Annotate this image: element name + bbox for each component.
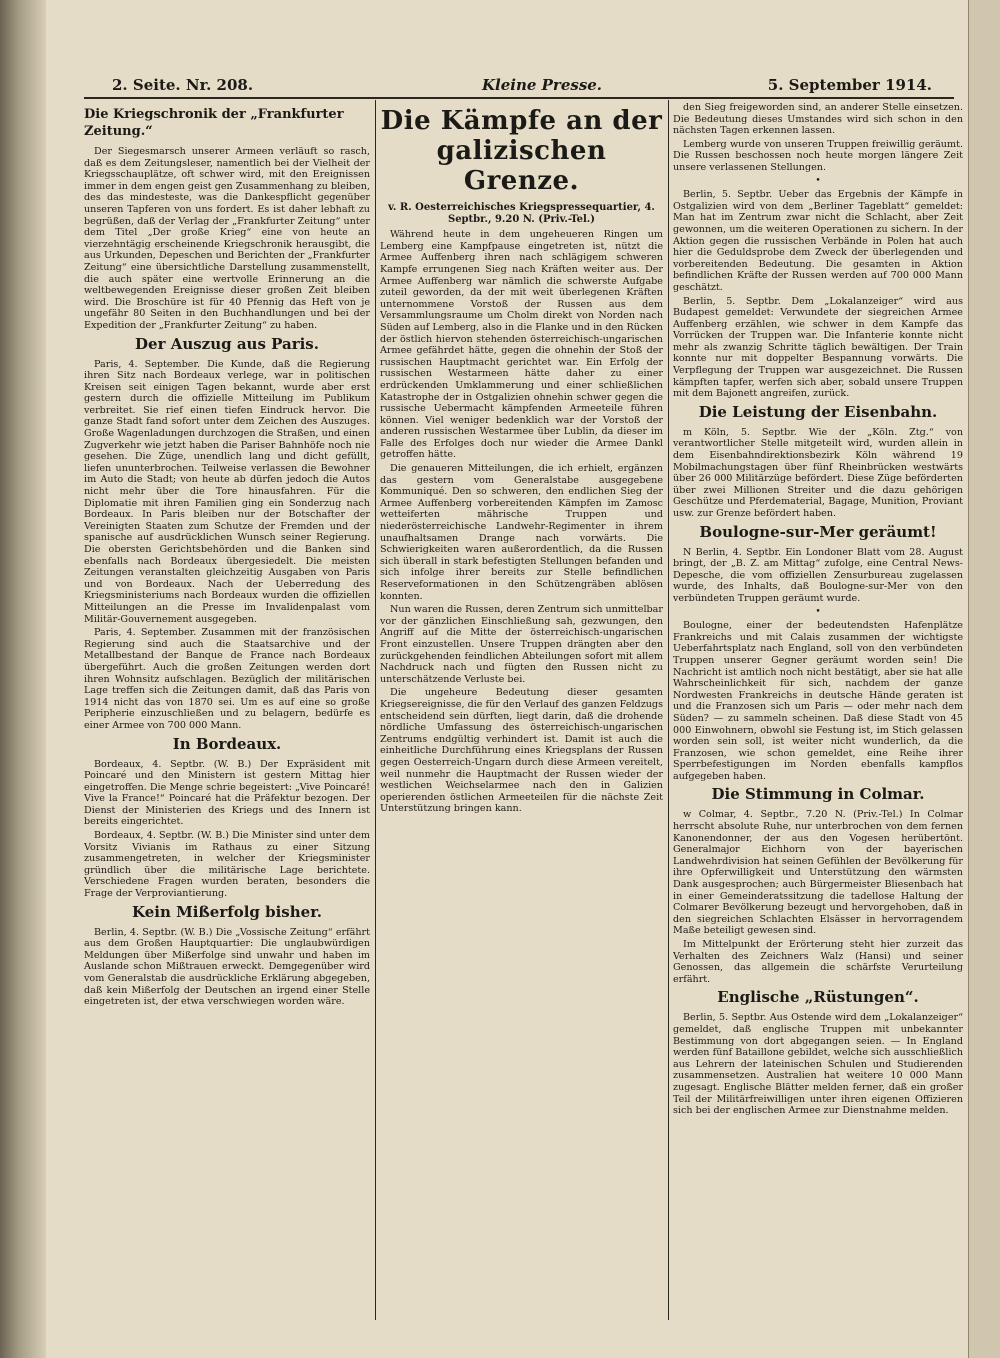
article-bordeaux-2: Bordeaux, 4. Septbr. (W. B.) Die Minister sind unter dem Vorsitz Vivianis im Rathaus zu einer Sitzung zusammengetreten, in welcher der Kriegsminister gründlich über die militärische Lage berichtete. Verschiedene Fragen wurden beraten, besonders die Frage der Verproviantierung.: [84, 830, 370, 900]
page-number: 2. Seite. Nr. 208.: [112, 76, 254, 94]
article-galizien-3: Nun waren die Russen, deren Zentrum sich unmittelbar vor der gänzlichen Einschließung sah, gezwungen, den Angriff auf die Mitte der österreichisch-ungarischen Front einzustellen. Unsere Truppen drängten aber den zurückgehenden feindlichen Abteilungen sofort mit allem Nachdruck nach und fügten den Russen nicht zu unterschätzende Verluste bei.: [380, 604, 663, 685]
column-divider-1: [375, 100, 376, 1320]
headline-eisenbahn: Die Leistung der Eisenbahn.: [698, 402, 938, 421]
article-kein-misserfolg: Berlin, 4. Septbr. (W. B.) Die „Vossische Zeitung“ erfährt aus dem Großen Hauptquartier: Die unglaubwürdigen Meldungen über Mißerfolge sind unwahr und haben im Auslande schon Mißtrauen erweckt. Demgegenüber wird vom Generalstab die ausdrückliche Erklärung abgegeben, daß kein Mißerfolg der Deutschen an irgend einer Stelle eingetreten ist, der etwa verschwiegen worden wäre.: [84, 926, 370, 1008]
adjacent-page-edge: [968, 0, 1000, 1358]
headline-englische-ruestungen: Englische „Rüstungen“.: [717, 988, 919, 1007]
dateline-kriegspressequartier: v. R. Oesterreichisches Kriegspressequartier, 4. Septbr., 9.20 N. (Priv.-Tel.): [388, 202, 655, 225]
issue-date: 5. September 1914.: [767, 76, 932, 94]
article-boulogne-2: Boulogne, einer der bedeutendsten Hafenplätze Frankreichs und mit Calais zusammen der wichtigste Ueberfahrtsplatz nach England, soll von den verbündeten Truppen unserer Gegner geräumt worden sein! Die Nachricht ist amtlich noch nicht bestätigt, aber sie hat alle Wahrscheinlichkeit für sich, nachdem der ganze Nordwesten Frankreichs in deutsche Hände geraten ist und die Franzosen sich um Paris — oder mehr nach dem Süden? — zu sammeln scheinen. Daß diese Stadt von 45 000 Einwohnern, obwohl sie Festung ist, im Stich gelassen worden sein soll, ist weiter nicht wunderlich, da die Franzosen, wie schon gemeldet, eine Reihe ihrer Sperrbefestigungen im Norden ebenfalls kampflos aufgegeben haben.: [673, 620, 963, 782]
article-galizien-4: Die ungeheure Bedeutung dieser gesamten Kriegsereignisse, die für den Verlauf des ganzen Feldzugs entscheidend sein dürften, liegt darin, daß die drohende nördliche Umfassung des österreichisch-ungarischen Zentrums endgültig verhindert ist. Damit ist auch die einheitliche Durchführung eines Kriegsplans der Russen gegen Oesterreich-Ungarn durch diese Armeen vereitelt, weil nunmehr die Hauptmacht der Russen wieder der westlichen Weichselarmee nach den in Galizien operierenden östlichen Armeeteilen für die nächste Zeit Unterstützung bringen kann.: [380, 687, 663, 815]
article-galizien-2: Die genaueren Mitteilungen, die ich erhielt, ergänzen das gestern vom Generalstabe ausgegebene Kommuniqué. Den so schweren, den endlichen Sieg der Armee Auffenberg vorbereitenden Kämpfen im Zamosc wetteiferten mährische Truppen und niederösterreichische Landwehr-Regimenter in ihrem unaufhaltsamen Drange nach vorwärts. Die Schwierigkeiten waren außerordentlich, da die Russen sich überall in stark befestigten Stellungen befanden und sich infolge ihrer bereits zur Stelle befindlichen Reserveformationen in den Schützengräben ablösen konnten.: [380, 463, 663, 602]
page-binding-edge: [0, 0, 46, 1358]
article-auszug-paris-2: Paris, 4. September. Zusammen mit der französischen Regierung sind auch die Staatsarchive und der Metallbestand der Banque de France nach Bordeaux übergeführt. Auch die großen Zeitungen werden dort ihren Wohnsitz aufschlagen. Bezüglich der militärischen Lage treffen sich die Zeitungen damit, daß das Paris von 1914 nicht das von 1870 sei. Um es auf eine so große Peripherie einzuschließen und zu belagern, bedürfe es einer Armee von 700 000 Mann.: [84, 627, 370, 731]
headline-auszug-paris: Der Auszug aus Paris.: [135, 334, 319, 353]
separator-dot: •: [815, 175, 821, 186]
article-auszug-paris-1: Paris, 4. September. Die Kunde, daß die Regierung ihren Sitz nach Bordeaux verlege, war in politischen Kreisen seit einigen Tagen bekannt, wurde aber erst gestern durch die offizielle Mitteilung im Publikum verbreitet. Sie rief einen tiefen Eindruck hervor. Die ganze Stadt fand sofort unter dem Zeichen des Auszuges. Große Wagenladungen durchzogen die Straßen, und einen Zugverkehr wie jetzt haben die Pariser Bahnhöfe noch nie gesehen. Die Züge, unendlich lang und dicht gefüllt, liefen ununterbrochen. Teilweise verlassen die Bewohner im Auto die Stadt; von heute ab dürfen jedoch die Autos nicht mehr über die Tore hinausfahren. Für die Diplomatie mit ihren Familien ging ein Sonderzug nach Bordeaux. In Paris bleiben nur der Botschafter der Vereinigten Staaten zum Schutze der Fremden und der spanische auf ausdrücklichen Wunsch seiner Regierung. Die obersten Gerichtsbehörden und die Banken sind ebenfalls nach Bordeaux übergesiedelt. Die meisten Zeitungen veranstalten gleichzeitig Ausgaben von Paris und von Bordeaux. Nach der Ueberredung des Kriegsministeriums nach Bordeaux wurden die offiziellen Mitteilungen an die Presse im Invalidenpalast vom Militär-Gouvernement ausgegeben.: [84, 358, 370, 625]
column-3: [673, 102, 963, 1316]
article-eisenbahn: m Köln, 5. Septbr. Wie der „Köln. Ztg.“ von verantwortlicher Stelle mitgeteilt wird, wurden allein in dem Eisenbahndirektionsbezirk Köln während 19 Mobilmachungstagen über fünf Rheinbrücken westwärts über 26 000 Militärzüge befördert. Diese Züge beförderten über zwei Millionen Streiter und die dazu gehörigen Geschütze und Pferdematerial, Bagage, Munition, Proviant usw. zur Grenze befördert haben.: [673, 426, 963, 519]
article-lemberg: Lemberg wurde von unseren Truppen freiwillig geräumt. Die Russen beschossen noch heute morgen längere Zeit unsere verlassenen Stellungen.: [673, 138, 963, 173]
article-galizien-1: Während heute in dem ungeheueren Ringen um Lemberg eine Kampfpause eingetreten ist, nützt die Armee Auffenberg ihren nach schlägigem schweren Kampfe errungenen Sieg nach Kräften weiter aus. Der Armee Auffenberg war nämlich die schwerste Aufgabe zuteil geworden, da der mit weit überlegenen Kräften unternommene Vorstoß der Russen aus dem Versammlungsraume um Cholm direkt von Norden nach Süden auf Lemberg, also in die Flanke und in den Rücken der östlich hiervon stehenden österreichisch-ungarischen Armee gefährdet hätte, gegen die ohnehin der Stoß der russischen Hauptmacht gerichtet war. Ein Erfolg der russischen Westarmeen hätte daher zu einer erdrückenden Umklammerung und einer schließlichen Katastrophe der in Ostgalizien ohnehin schwer gegen die russische Uebermacht kämpfenden Armeeteile führen können. Viel weniger bedenklich war der Vorstoß der anderen russischen Westarmee über Lublin, da dieser im Falle des Erfolges doch nur wieder die Armee Dankl getroffen hätte.: [380, 229, 663, 461]
article-colmar-1: w Colmar, 4. Septbr., 7.20 N. (Priv.-Tel.) In Colmar herrscht absolute Ruhe, nur unterbrochen von dem fernen Kanonendonner, der aus den Vogesen herübertönt. Generalmajor Eichhorn von der bayerischen Landwehrdivision hat seinen Gefühlen der Bevölkerung für ihre Opferwilligkeit und Unterstützung den wärmsten Dank ausgesprochen; auch Bürgermeister Bliesenbach hat in einer Gemeinderatssitzung die tadellose Haltung der Colmarer Bevölkerung bezeugt und hervorgehoben, daß in den siegreichen Schlachten Elsässer in hervorragendem Maße beteiligt gewesen sind.: [673, 809, 963, 937]
page-header: [112, 76, 932, 96]
article-colmar-2: Im Mittelpunkt der Erörterung steht hier zurzeit das Verhalten des Zeichners Walz (Hansi) und seiner Genossen, das allgemein die schärfste Verurteilung erfährt.: [673, 939, 963, 985]
article-lokalanzeiger-budapest: Berlin, 5. Septbr. Dem „Lokalanzeiger“ wird aus Budapest gemeldet: Verwundete der siegreichen Armee Auffenberg erzählen, wie schwer in dem Kampfe das Vorrücken der Truppen war. Die Infanterie konnte nicht mehr als zwanzig Schritte täglich bewältigen. Der Train konnte nur mit doppelter Bespannung vorwärts. Die Verpflegung der Truppen war ausgezeichnet. Die Russen kämpften tapfer, werfen sich aber, sobald unsere Truppen mit dem Bajonett angreifen, zurück.: [673, 295, 963, 400]
headline-boulogne: Boulogne-sur-Mer geräumt!: [699, 522, 937, 541]
article-boulogne-1: N Berlin, 4. Septbr. Ein Londoner Blatt vom 28. August bringt, der „B. Z. am Mittag“ zufolge, eine Central News-Depesche, die vom offiziellen Zensurbureau zugelassen wurde, des Inhalts, daß Boulogne-sur-Mer von den verbündeten Truppen geräumt wurde.: [673, 546, 963, 604]
article-englische-ruestungen: Berlin, 5. Septbr. Aus Ostende wird dem „Lokalanzeiger“ gemeldet, daß englische Truppen mit unbekannter Bestimmung von dort abgegangen seien. — In England werden fünf Bataillone gebildet, welche sich ausschließlich aus Lehrern der lateinischen Schulen und Studierenden zusammensetzen. Australien hat weitere 10 000 Mann zugesagt. Englische Blätter melden ferner, daß ein großer Teil der Militärfreiwilligen unter ihren eigenen Offizieren sich bei der englischen Armee zur Dienstnahme melden.: [673, 1012, 963, 1117]
article-bordeaux-1: Bordeaux, 4. Septbr. (W. B.) Der Expräsident mit Poincaré und den Ministern ist gestern Mittag hier eingetroffen. Die Menge schrie begeistert: „Vive Poincaré! Vive la France!“ Poincaré hat die Präfektur bezogen. Der Dienst der Ministerien des Kriegs und des Innern ist bereits eingerichtet.: [84, 758, 370, 828]
article-galizien-continued: den Sieg freigeworden sind, an anderer Stelle einsetzen. Die Bedeutung dieses Umstandes wird sich schon in den nächsten Tagen erkennen lassen.: [673, 102, 963, 137]
separator-dot-2: •: [815, 606, 821, 617]
headline-kein-misserfolg: Kein Mißerfolg bisher.: [132, 902, 322, 921]
headline-galizische-grenze: Die Kämpfe an der galizischen Grenze.: [380, 106, 663, 196]
masthead-title: Kleine Presse.: [482, 76, 603, 94]
column-divider-2: [668, 100, 669, 1320]
headline-bordeaux: In Bordeaux.: [172, 734, 282, 753]
headline-kriegschronik: Die Kriegschronik der „Frankfurter Zeitung.“: [84, 107, 344, 139]
article-berliner-tageblatt: Berlin, 5. Septbr. Ueber das Ergebnis der Kämpfe in Ostgalizien wird von dem „Berliner Tageblatt“ gemeldet: Man hat im Zentrum zwar nicht die Schlacht, aber Zeit gewonnen, um die weiteren Operationen zu sichern. In der Aktion gegen die russischen Verbände in Polen hat auch hier die Geduldsprobe dem Zweck der überlegenden und vorbereitenden Bedeutung. Die gesamten in Aktion befindlichen Kräfte der Russen werden auf 700 000 Mann geschätzt.: [673, 189, 963, 293]
column-1: [84, 102, 370, 1316]
header-rule: [84, 97, 954, 99]
column-2: [380, 102, 663, 1316]
headline-colmar: Die Stimmung in Colmar.: [711, 785, 925, 804]
article-kriegschronik: Der Siegesmarsch unserer Armeen verläuft so rasch, daß es dem Zeitungsleser, namentlich bei der Vielheit der Kriegsschauplätze, oft schwer wird, mit den Ereignissen immer in dem engen geist gen Zusammenhang zu bleiben, des das mindesteste, was die Dankespflicht gegenüber unseren Tapferen von uns fordert. Es ist daher lebhaft zu begrüßen, daß der Verlag der „Frankfurter Zeitung“ unter dem Titel „Der große Krieg“ eine von heute an vierzehntägig erscheinende Kriegschronik herausgibt, die aus Urkunden, Depeschen und Berichten der „Frankfurter Zeitung“ eine übersichtliche Darstellung zusammenstellt, die auch später eine wertvolle Erinnerung an die weltbewegenden Ereignisse dieser großen Zeit bleiben wird. Die Broschüre ist für 40 Pfennig das Heft von je ungefähr 80 Seiten in den Buchhandlungen und bei der Expedition der „Frankfurter Zeitung“ zu haben.: [84, 146, 370, 331]
